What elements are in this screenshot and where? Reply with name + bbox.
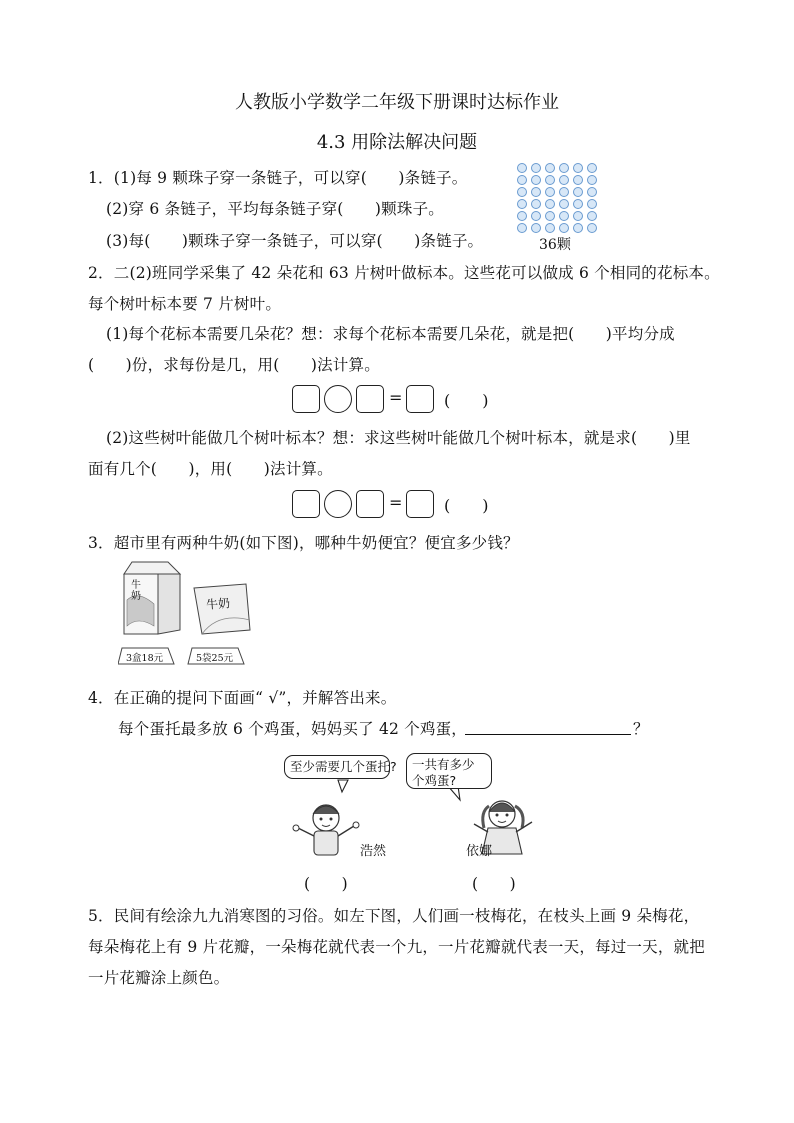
girl-name: 依娜: [466, 844, 493, 859]
boy-speech-bubble: 至少需要几个蛋托?: [284, 755, 390, 779]
choice-paren-girl[interactable]: ( ): [472, 875, 516, 893]
bead: [545, 163, 555, 173]
bead: [531, 187, 541, 197]
bead: [587, 199, 597, 209]
q3-line1: 3．超市里有两种牛奶(如下图)，哪种牛奶便宜？便宜多少钱？: [88, 534, 519, 552]
equation-box[interactable]: [356, 490, 384, 518]
bead: [517, 163, 527, 173]
equation-box[interactable]: [406, 385, 434, 413]
bead: [545, 223, 555, 233]
equation-row-1: [292, 385, 522, 415]
bead: [559, 163, 569, 173]
equation-row-2: [292, 490, 522, 520]
bead: [559, 223, 569, 233]
bead: [517, 211, 527, 221]
unit-paren[interactable]: ( ): [444, 496, 489, 515]
bead: [517, 223, 527, 233]
choice-paren-boy[interactable]: ( ): [304, 875, 348, 893]
bead: [587, 211, 597, 221]
bead: [531, 223, 541, 233]
bag-label: 牛奶: [205, 596, 231, 612]
q5-line1: 5．民间有绘涂九九消寒图的习俗。如左下图，人们画一枝梅花，在枝头上画 9 朵梅花，: [88, 907, 700, 925]
equation-box[interactable]: [406, 490, 434, 518]
bead: [517, 187, 527, 197]
bead: [587, 175, 597, 185]
beads-grid: [517, 163, 601, 237]
bead: [573, 211, 583, 221]
equals-sign: =: [389, 388, 403, 407]
bead: [545, 199, 555, 209]
bead: [573, 163, 583, 173]
kids-illustration: [282, 748, 550, 860]
q5-line2: 每朵梅花上有 9 片花瓣，一朵梅花就代表一个九，一片花瓣就代表一天，每过一天，就把: [88, 938, 705, 956]
carton-label: 牛奶: [131, 580, 141, 602]
operator-circle[interactable]: [324, 490, 352, 518]
milk-illustration: [118, 560, 254, 672]
operator-circle[interactable]: [324, 385, 352, 413]
bead: [587, 187, 597, 197]
q5-line3: 一片花瓣涂上颜色。: [88, 969, 230, 987]
bag-price-tag: 5袋25元: [196, 653, 234, 664]
q2-part2-line2: 面有几个( )，用( )法计算。: [88, 460, 333, 478]
q4-line1: 4．在正确的提问下面画“ √”，并解答出来。: [88, 689, 397, 707]
bead: [573, 223, 583, 233]
bead: [517, 199, 527, 209]
page-subtitle: 4.3 用除法解决问题: [316, 132, 478, 153]
page-title: 人教版小学数学二年级下册课时达标作业: [235, 92, 559, 113]
bead: [587, 163, 597, 173]
q1-line2: (2)穿 6 条链子，平均每条链子穿( )颗珠子。: [106, 200, 444, 218]
bead: [559, 175, 569, 185]
equation-box[interactable]: [356, 385, 384, 413]
carton-price-tag: 3盒18元: [126, 653, 164, 664]
bead: [573, 199, 583, 209]
beads-caption: 36颗: [539, 237, 571, 253]
q2-part2-line1: (2)这些树叶能做几个树叶标本？想：求这些树叶能做几个树叶标本，就是求( )里: [106, 429, 691, 447]
q2-part1-line2: ( )份，求每份是几，用( )法计算。: [88, 356, 380, 374]
bead: [545, 175, 555, 185]
bead: [559, 199, 569, 209]
girl-speech-bubble: 一共有多少个鸡蛋?: [406, 753, 492, 789]
bead: [559, 187, 569, 197]
boy-name: 浩然: [360, 844, 387, 859]
q2-part1-line1: (1)每个花标本需要几朵花？想：求每个花标本需要几朵花，就是把( )平均分成: [106, 325, 675, 343]
q4-line2: 每个蛋托最多放 6 个鸡蛋，妈妈买了 42 个鸡蛋，: [118, 720, 467, 738]
q1-line3: (3)每( )颗珠子穿一条链子，可以穿( )条链子。: [106, 232, 484, 250]
bead: [573, 187, 583, 197]
bead: [531, 175, 541, 185]
bead: [531, 211, 541, 221]
q1-line1: 1．(1)每 9 颗珠子穿一条链子，可以穿( )条链子。: [88, 169, 468, 187]
bead: [517, 175, 527, 185]
bead: [531, 163, 541, 173]
equation-box[interactable]: [292, 490, 320, 518]
equals-sign: =: [389, 493, 403, 512]
q2-line1: 2．二(2)班同学采集了 42 朵花和 63 片树叶做标本。这些花可以做成 6 个相同的花标本。: [88, 264, 720, 282]
bead: [531, 199, 541, 209]
bead: [545, 211, 555, 221]
bead: [559, 211, 569, 221]
bead: [573, 175, 583, 185]
equation-box[interactable]: [292, 385, 320, 413]
q4-line2-end: ？: [633, 720, 649, 738]
bead: [587, 223, 597, 233]
q2-line2: 每个树叶标本要 7 片树叶。: [88, 295, 282, 313]
answer-blank[interactable]: [465, 733, 631, 735]
bead: [545, 187, 555, 197]
unit-paren[interactable]: ( ): [444, 391, 489, 410]
